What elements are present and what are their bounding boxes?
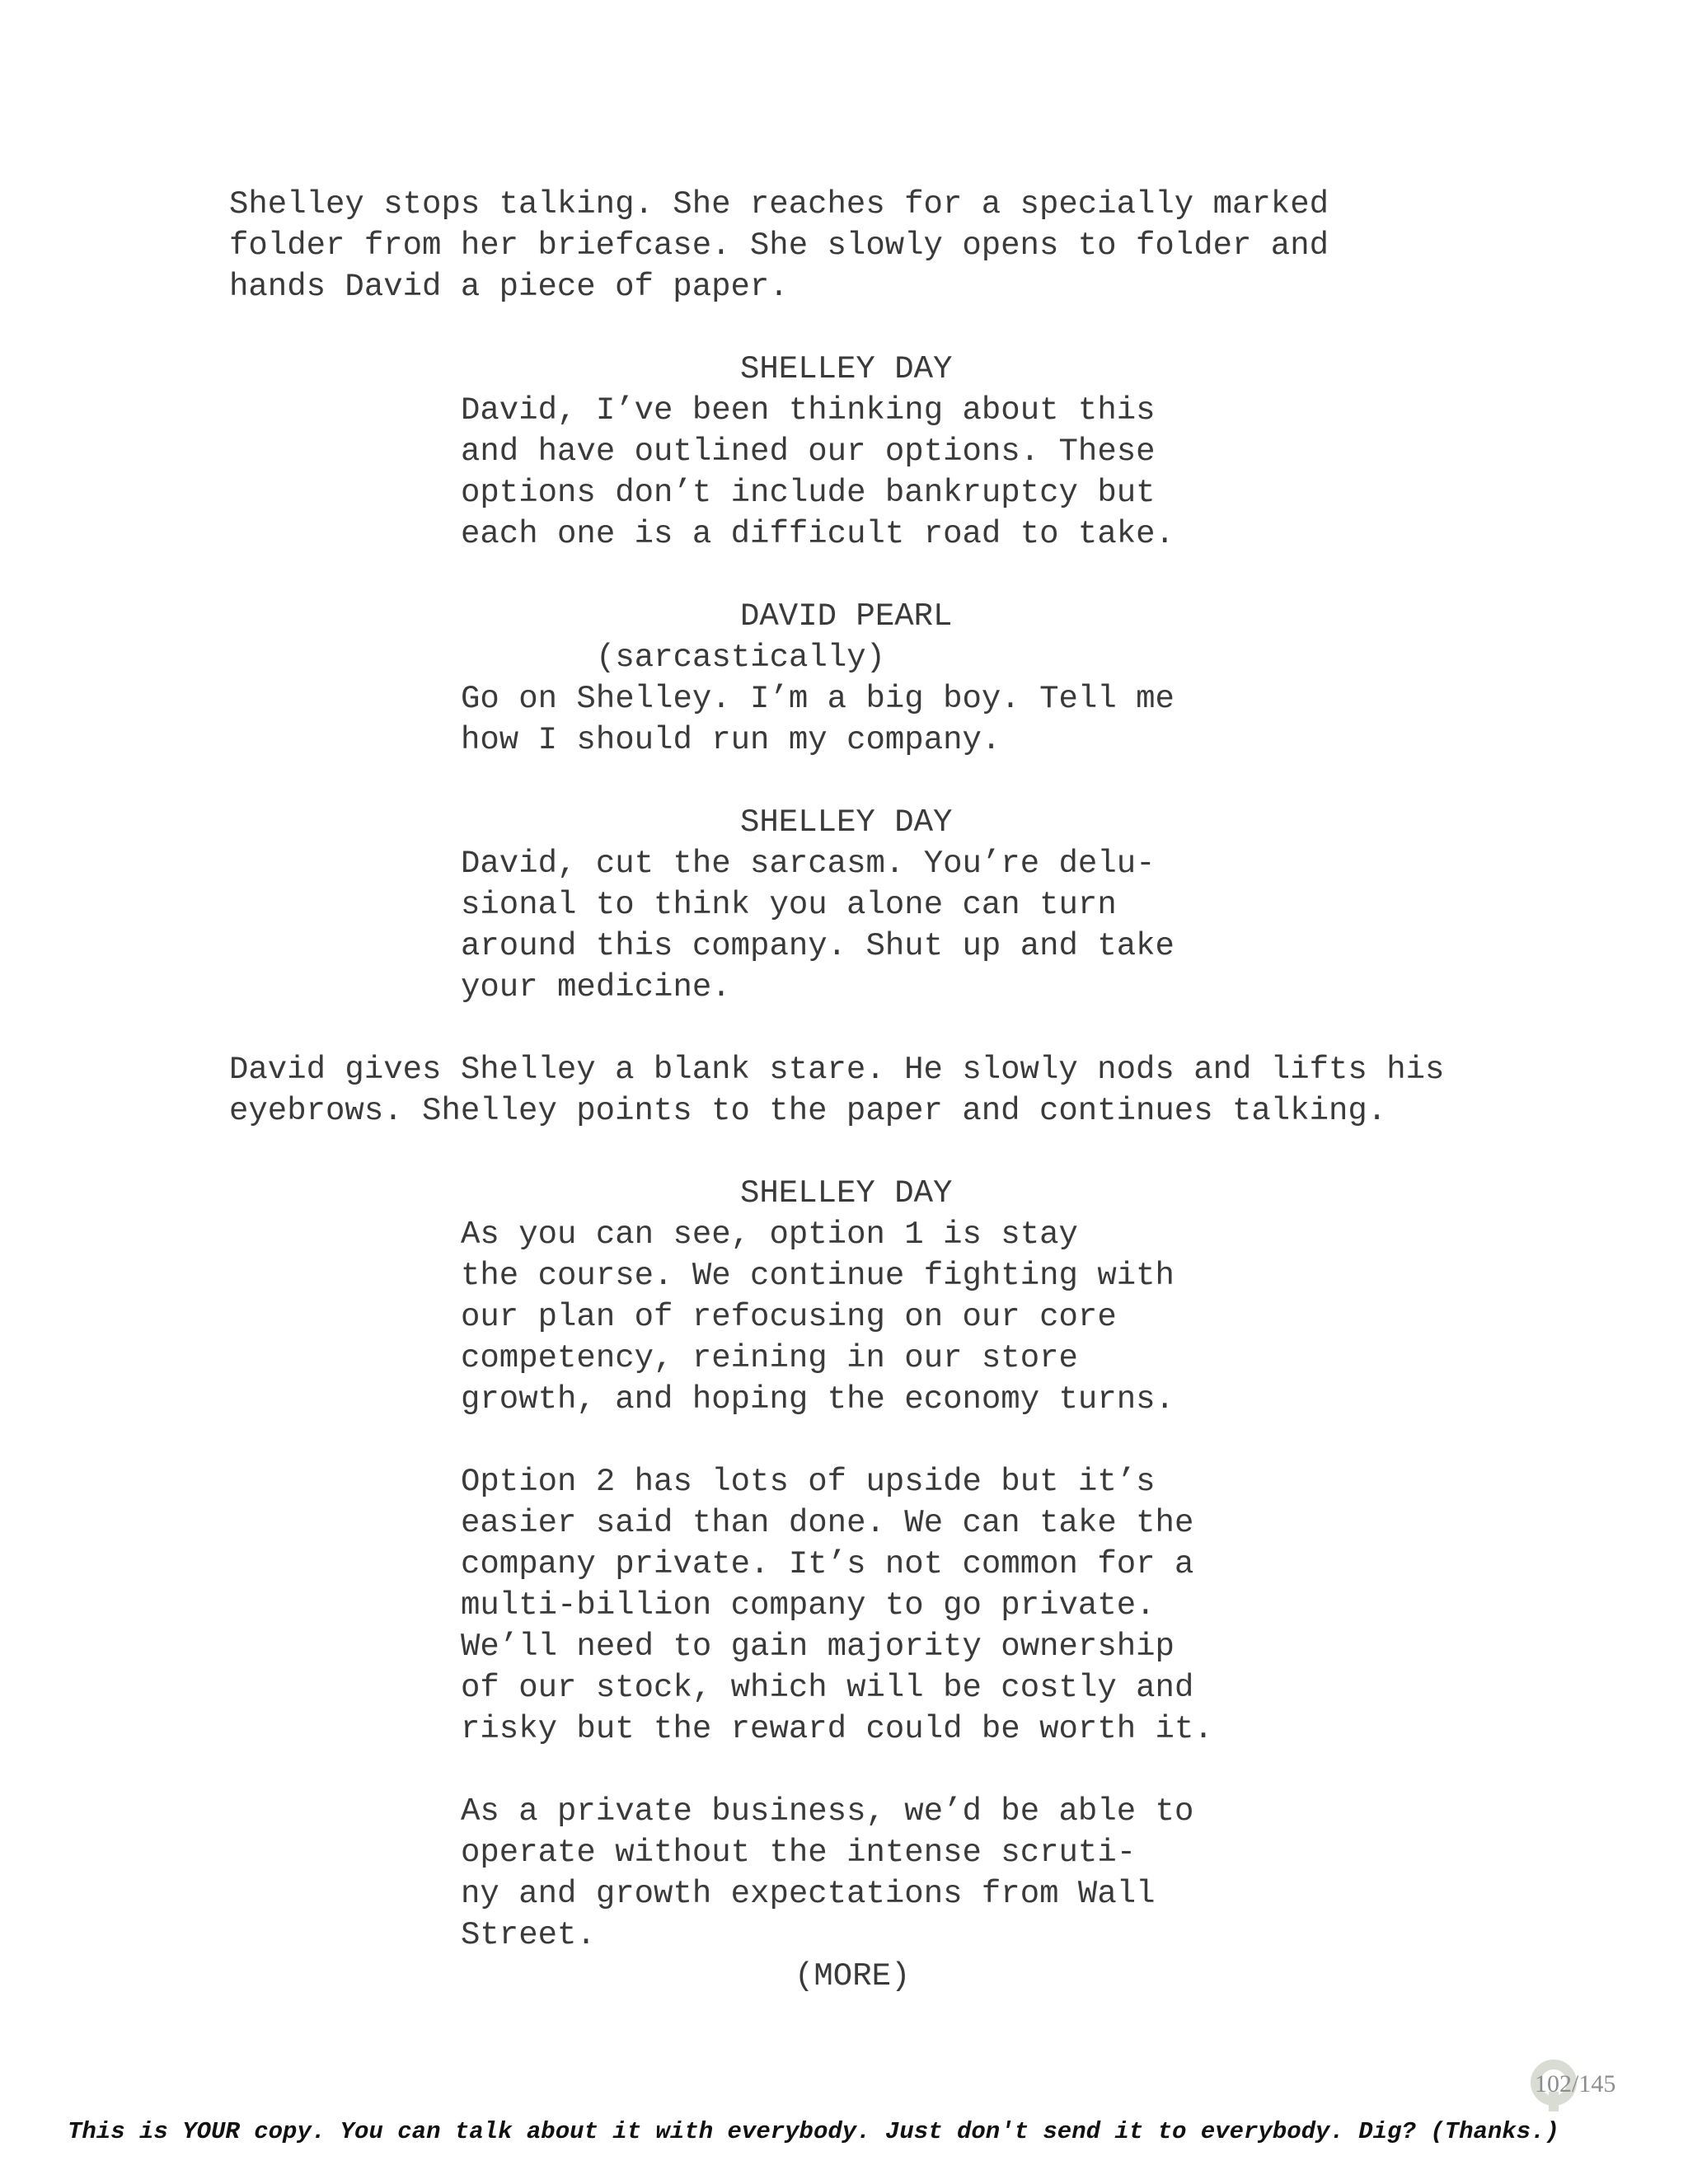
dialogue-line: competency, reining in our store — [461, 1340, 1078, 1376]
dialogue-line: around this company. Shut up and take — [461, 928, 1175, 964]
more-continuation: (MORE) — [795, 1958, 911, 1994]
dialogue-line: As you can see, option 1 is stay — [461, 1216, 1078, 1253]
dialogue-line: Go on Shelley. I’m a big boy. Tell me — [461, 681, 1175, 717]
dialogue-line: easier said than done. We can take the — [461, 1505, 1194, 1541]
dialogue-line: each one is a difficult road to take. — [461, 516, 1175, 552]
dialogue-line: Option 2 has lots of upside but it’s — [461, 1464, 1156, 1500]
parenthetical: (sarcastically) — [596, 640, 886, 676]
dialogue-line: risky but the reward could be worth it. — [461, 1711, 1213, 1747]
action-line: David gives Shelley a blank stare. He slowly nods and lifts his — [229, 1052, 1445, 1088]
character-name: SHELLEY DAY — [740, 804, 953, 841]
dialogue-line: Street. — [461, 1917, 596, 1953]
dialogue-line: our plan of refocusing on our core — [461, 1299, 1117, 1335]
dialogue-line: sional to think you alone can turn — [461, 887, 1117, 923]
page-number: 102/145 — [1535, 2070, 1616, 2097]
dialogue-line: how I should run my company. — [461, 722, 1001, 758]
dialogue-line: of our stock, which will be costly and — [461, 1670, 1194, 1706]
action-line: eyebrows. Shelley points to the paper and continues talking. — [229, 1093, 1387, 1129]
dialogue-line: multi-billion company to go private. — [461, 1587, 1156, 1624]
dialogue-line: options don’t include bankruptcy but — [461, 475, 1156, 511]
character-name: DAVID PEARL — [740, 598, 953, 635]
dialogue-line: growth, and hoping the economy turns. — [461, 1381, 1175, 1418]
footer-notice: This is YOUR copy. You can talk about it with everybody. Just don't send it to everybody. Dig? (Thanks.) — [68, 2118, 1559, 2145]
dialogue-line: ny and growth expectations from Wall — [461, 1876, 1156, 1912]
action-line: hands David a piece of paper. — [229, 269, 789, 305]
dialogue-line: operate without the intense scruti- — [461, 1835, 1137, 1871]
action-line: folder from her briefcase. She slowly opens to folder and — [229, 227, 1329, 264]
dialogue-line: your medicine. — [461, 969, 731, 1005]
character-name: SHELLEY DAY — [740, 351, 953, 387]
dialogue-line: the course. We continue fighting with — [461, 1258, 1175, 1294]
character-name: SHELLEY DAY — [740, 1175, 953, 1212]
dialogue-line: As a private business, we’d be able to — [461, 1793, 1194, 1830]
action-line: Shelley stops talking. She reaches for a specially marked — [229, 186, 1329, 223]
dialogue-line: David, cut the sarcasm. You’re delu- — [461, 846, 1156, 882]
dialogue-line: and have outlined our options. These — [461, 434, 1156, 470]
dialogue-line: company private. It’s not common for a — [461, 1546, 1194, 1582]
dialogue-line: David, I’ve been thinking about this — [461, 392, 1156, 429]
dialogue-line: We’ll need to gain majority ownership — [461, 1629, 1175, 1665]
